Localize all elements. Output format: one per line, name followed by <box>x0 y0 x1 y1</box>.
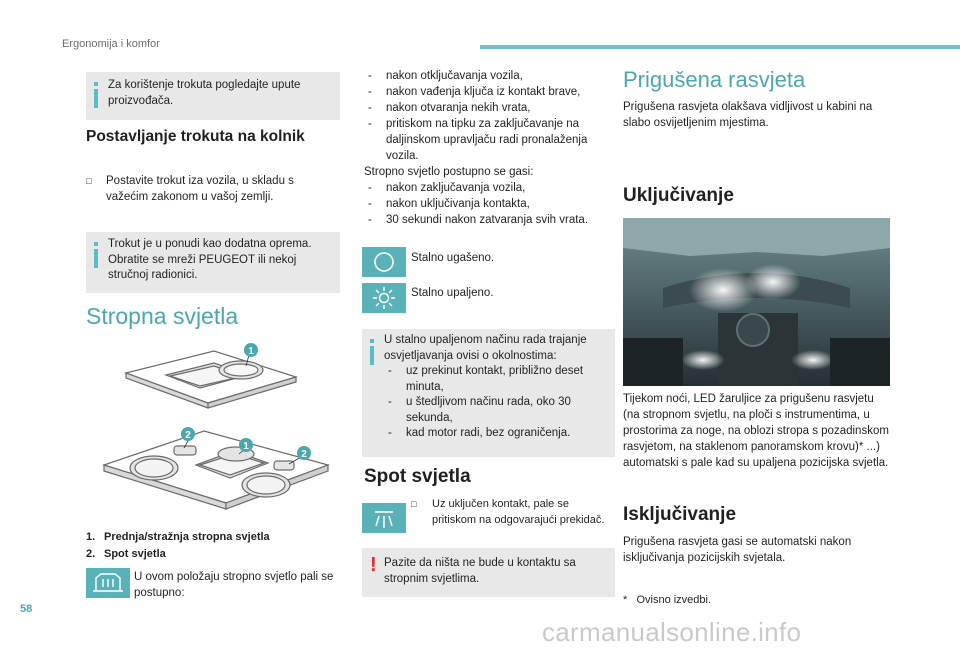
info-text: Trokut je u ponudi kao dodatna oprema. Obratite se mreži PEUGEOT ili nekoj stručnoj radionici. <box>108 238 312 281</box>
section-title: Ergonomija i komfor <box>62 38 160 50</box>
info-icon <box>94 242 98 268</box>
door-mode-button-tile <box>86 568 130 598</box>
heading-switch-on: Uključivanje <box>623 185 734 206</box>
legend-item: 2. Spot svjetla <box>86 548 166 560</box>
off-mode-button-tile <box>362 247 406 277</box>
ceiling-lights-illustration <box>96 333 336 523</box>
legend-item: 1. Prednja/stražnja stropna svjetla <box>86 531 270 543</box>
legend <box>86 529 270 563</box>
heading-switch-off: Isključivanje <box>623 504 737 525</box>
list-item: - nakon otvaranja nekih vrata, <box>364 100 614 116</box>
header-accent-bar <box>480 45 960 49</box>
checkbox-icon: □ <box>411 499 417 509</box>
heading-spot-lights: Spot svjetla <box>364 466 471 487</box>
list-item: - pritiskom na tipku za zaključavanje na daljinskom upravljaču radi pronalaženja vozila. <box>364 116 614 164</box>
list-item: - nakon uključivanja kontakta, <box>364 196 614 212</box>
heading-ceiling-lights: Stropna svjetla <box>86 303 239 329</box>
info-icon <box>370 339 374 365</box>
info-box-triangle-option <box>86 232 340 293</box>
door-mode-text: U ovom položaju stropno svjetlo pali se postupno: <box>134 571 334 599</box>
heading-dimmed-lighting: Prigušena rasvjeta <box>623 67 806 92</box>
warning-text: Pazite da ništa ne bude u kontaktu sa stropnim svjetlima. <box>384 557 576 585</box>
list-item: - kad motor radi, bez ograničenja. <box>384 426 610 442</box>
off-circle-icon <box>373 251 395 273</box>
list-item: - 30 sekundi nakon zatvaranja svih vrata. <box>364 212 614 228</box>
list-item: - nakon zaključavanja vozila, <box>364 180 614 196</box>
info-icon <box>94 82 98 108</box>
page-number: 58 <box>20 603 33 615</box>
callout-label: 1 <box>243 441 249 452</box>
instruction-bullet: □ Postavite trokut iza vozila, u skladu s važećim zakonom u vašoj zemlji. <box>86 175 294 203</box>
switch-on-text: Tijekom noći, LED žaruljice za prigušenu rasvjetu (na stropnom svjetlu, na ploči s instrumentima, u prostorima za noge, na oblozi stropa s pozadinskom rasvjetom, na staklenom panoramskom krovu)* ...) automatski s pale kad su upaljena pozicijska svjetla. <box>623 393 889 469</box>
on-mode-button-tile <box>362 283 406 313</box>
spot-instruction: □ Uz uključen kontakt, pale se pritiskom na odgovarajući prekidač. <box>411 498 605 526</box>
sun-icon <box>372 286 396 310</box>
info-box-duration <box>362 329 615 457</box>
watermark: carmanualsonline.info <box>542 617 802 647</box>
list-item: - uz prekinut kontakt, približno deset minuta, <box>384 364 610 395</box>
heading-triangle-placement: Postavljanje trokuta na kolnik <box>86 128 305 145</box>
spot-switch-tile <box>362 503 406 533</box>
fade-intro: Stropno svjetlo postupno se gasi: <box>364 166 534 178</box>
list-item: - nakon otključavanja vozila, <box>364 68 614 84</box>
footnote: * Ovisno izvedbi. <box>623 594 712 606</box>
info-text: Za korištenje trokuta pogledajte upute proizvođača. <box>108 79 301 107</box>
info-intro: U stalno upaljenom načinu rada trajanje osvjetljavanja ovisi o okolnostima: <box>384 334 587 362</box>
list-item: - u štedljivom načinu rada, oko 30 sekunda, <box>384 395 610 426</box>
callout-label: 1 <box>248 346 254 357</box>
warning-icon: ! <box>370 554 377 576</box>
warning-box <box>362 548 615 597</box>
checkbox-icon: □ <box>86 176 92 186</box>
on-mode-label: Stalno upaljeno. <box>411 287 494 299</box>
info-box-triangle-instructions <box>86 72 340 120</box>
switch-on-conditions <box>364 68 614 228</box>
callout-label: 2 <box>301 449 307 460</box>
list-item: - nakon vađenja ključa iz kontakt brave, <box>364 84 614 100</box>
cabin-night-photo <box>623 218 890 386</box>
off-mode-label: Stalno ugašeno. <box>411 252 495 264</box>
spot-light-icon <box>372 507 396 529</box>
callout-label: 2 <box>185 430 191 441</box>
door-mode-icon <box>91 573 125 593</box>
dimmed-intro: Prigušena rasvjeta olakšava vidljivost u kabini na slabo osvijetljenim mjestima. <box>623 101 873 129</box>
switch-off-text: Prigušena rasvjeta gasi se automatski nakon isključivanja pozicijskih svjetala. <box>623 536 852 564</box>
